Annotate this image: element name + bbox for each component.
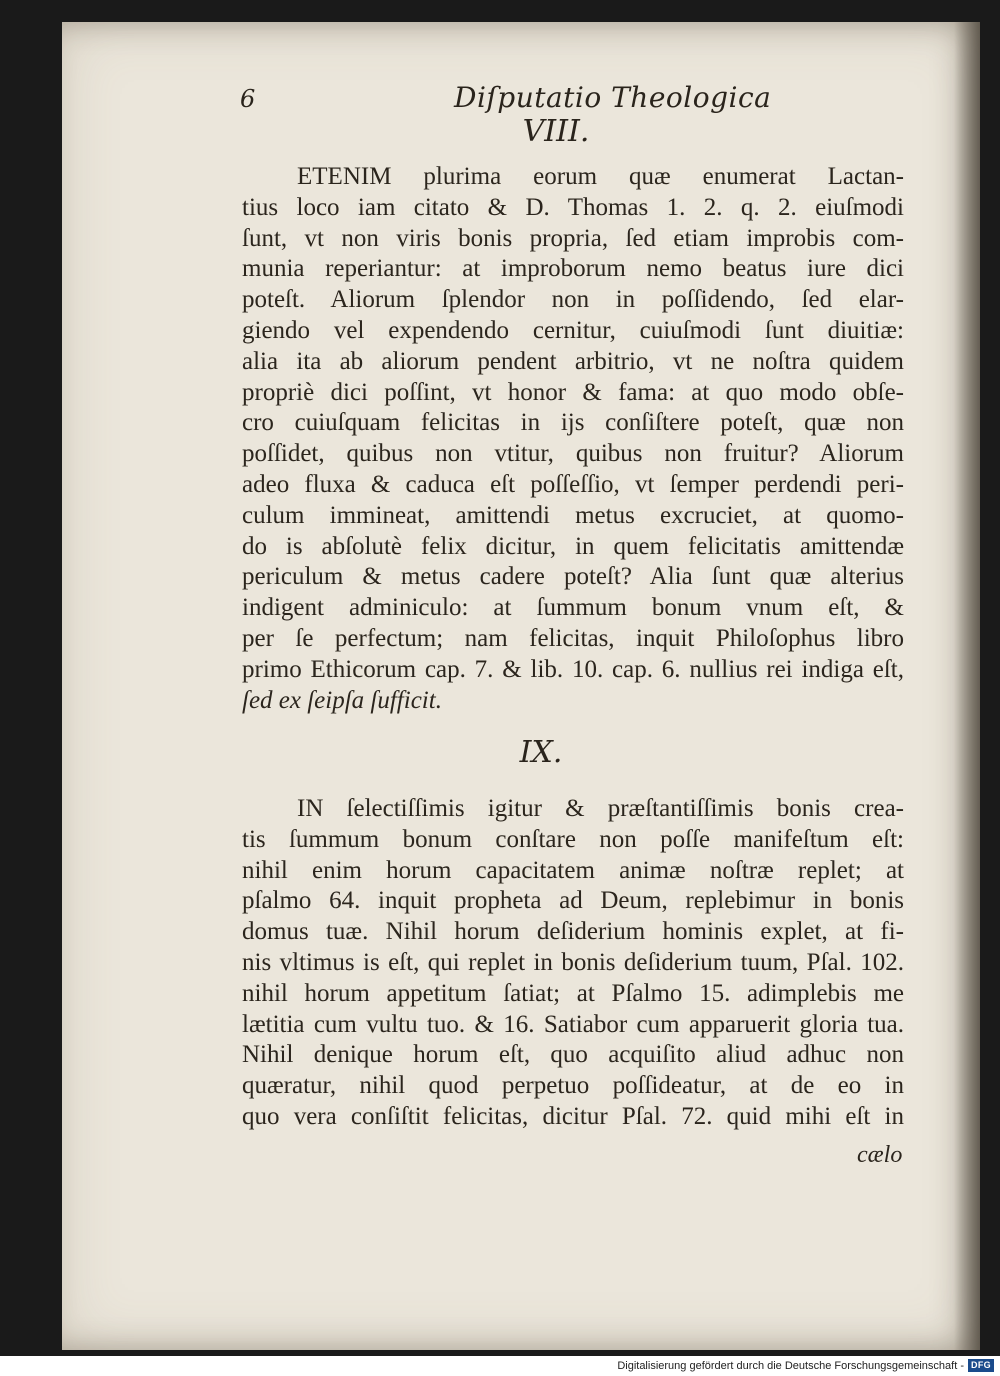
dfg-logo-icon: DFG xyxy=(968,1359,994,1372)
text-line: indigent adminiculo: at ſummum bonum vnum eſt, & xyxy=(242,594,904,622)
text-line: ſed ex ſeipſa ſufficit. xyxy=(242,686,442,714)
text-line: cro cuiuſquam felicitas in ijs conſiſtere poteſt, quæ non xyxy=(242,409,904,437)
text-line: culum immineat, amittendi metus excruciet, at quomo- xyxy=(242,501,904,529)
text-line: tis ſummum bonum conſtare non poſſe manifeſtum eſt: xyxy=(242,825,904,853)
section-numeral-viii: VIII. xyxy=(522,114,590,149)
text-line: propriè dici poſſint, vt honor & fama: at quo modo obſe- xyxy=(242,378,904,406)
text-line: lætitia cum vultu tuo. & 16. Satiabor cum apparuerit gloria tua. xyxy=(242,1010,904,1038)
text-line: quo vera conſiſtit felicitas, dicitur Pſal. 72. quid mihi eſt in xyxy=(242,1102,904,1130)
text-line: pſalmo 64. inquit propheta ad Deum, replebimur in bonis xyxy=(242,887,904,915)
text-line: giendo vel expendendo cernitur, cuiuſmodi ſunt diuitiæ: xyxy=(242,316,904,344)
text-line: nis vltimus is eſt, qui replet in bonis deſiderium tuum, Pſal. 102. xyxy=(242,948,904,976)
text-line: munia reperiantur: at improborum nemo beatus iure dici xyxy=(242,255,904,283)
text-line: domus tuæ. Nihil horum deſiderium hominis explet, at fi- xyxy=(242,918,904,946)
text-line: primo Ethicorum cap. 7. & lib. 10. cap. 6. nullius rei indiga eſt, xyxy=(242,655,904,683)
text-line: IN ſelectiſſimis igitur & præſtantiſſimis bonis crea- xyxy=(297,795,904,822)
text-line: ſunt, vt non viris bonis propria, ſed etiam improbis com- xyxy=(242,224,904,252)
text-line: per ſe perfectum; nam felicitas, inquit Philoſophus libro xyxy=(242,624,904,652)
text-line: nihil horum appetitum ſatiat; at Pſalmo 15. adimplebis me xyxy=(242,979,904,1007)
text-line: nihil enim horum capacitatem animæ noſtræ replet; at xyxy=(242,856,904,884)
text-line: quæratur, nihil quod perpetuo poſſideatur, at de eo in xyxy=(242,1072,904,1100)
text-line: do is abſolutè felix dicitur, in quem felicitatis amittendæ xyxy=(242,532,904,560)
text-line: Nihil denique horum eſt, quo acquiſito aliud adhuc non xyxy=(242,1041,904,1069)
text-line: ETENIM plurima eorum quæ enumerat Lactan- xyxy=(297,163,904,190)
text-line: tius loco iam citato & D. Thomas 1. 2. q. 2. eiuſmodi xyxy=(242,193,904,221)
text-line: alia ita ab aliorum pendent arbitrio, vt ne noſtra quidem xyxy=(242,347,904,375)
section-ix-text xyxy=(242,794,904,1133)
text-line: poteſt. Aliorum ſplendor non in poſſidendo, ſed elar- xyxy=(242,286,904,314)
funding-credit: Digitalisierung gefördert durch die Deutsche Forschungsgemeinschaft - xyxy=(617,1360,964,1372)
text-line: poſſidet, quibus non vtitur, quibus non fruitur? Aliorum xyxy=(242,440,904,468)
book-page xyxy=(62,22,980,1350)
section-viii-text xyxy=(242,162,904,716)
text-line: periculum & metus cadere poteſt? Alia ſunt quæ alterius xyxy=(242,563,904,591)
catchword: cælo xyxy=(857,1142,903,1168)
running-head: Diſputatio Theologica xyxy=(454,81,772,114)
page-header xyxy=(62,77,980,117)
section-numeral-ix: IX. xyxy=(519,735,563,770)
footer-bar xyxy=(0,1356,1000,1376)
text-line: adeo fluxa & caduca eſt poſſeſſio, vt ſemper perdendi peri- xyxy=(242,470,904,498)
page-number: 6 xyxy=(240,85,256,113)
